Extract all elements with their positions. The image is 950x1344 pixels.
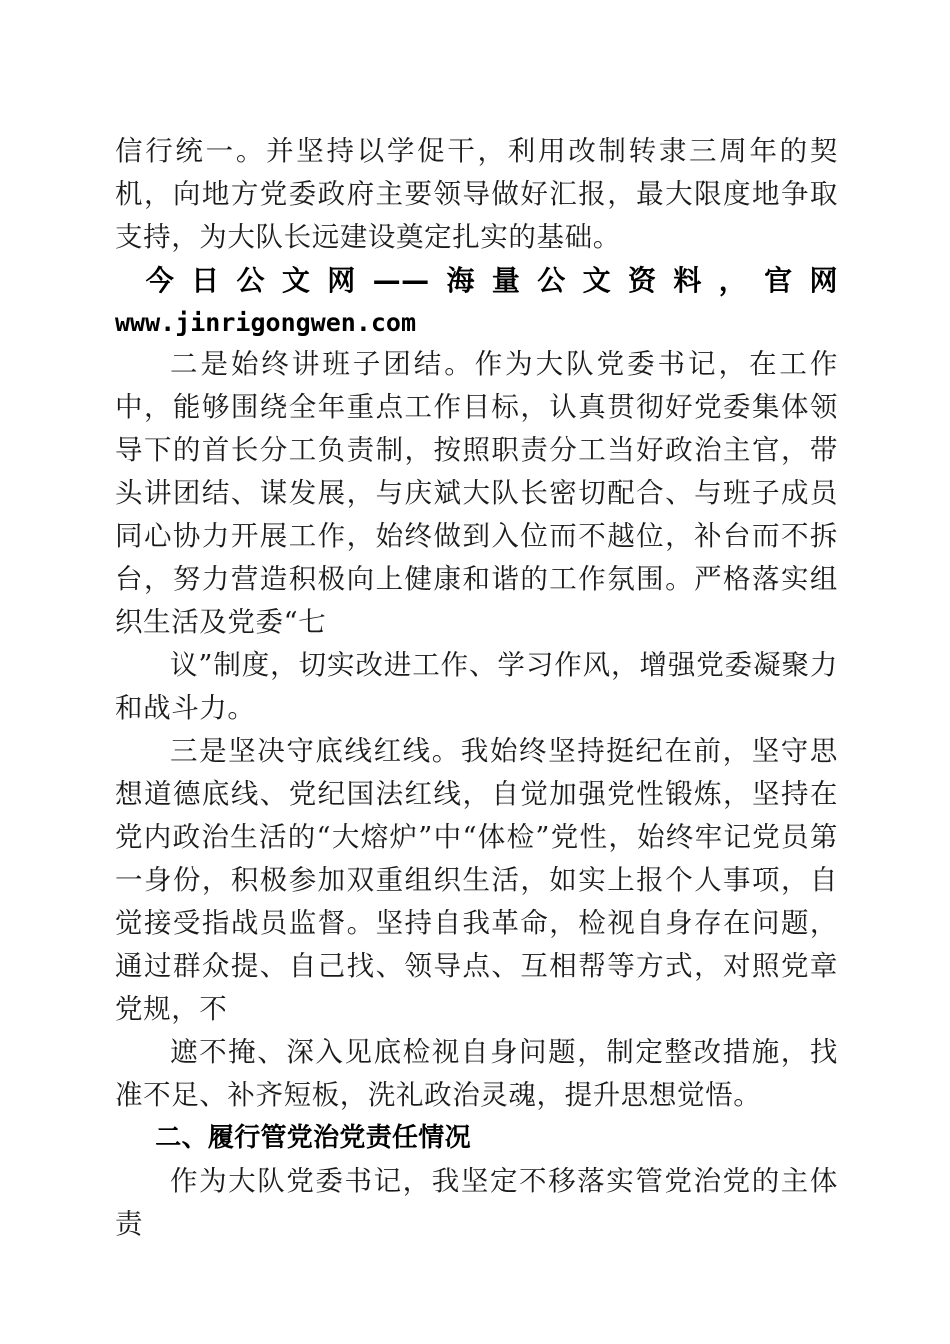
paragraph-rectification-measures: 遮不掩、深入见底检视自身问题，制定整改措施，找准不足、补齐短板，洗礼政治灵魂，提升思想觉悟。 <box>115 1036 838 1111</box>
site-banner-heading: 今日公文网——海量公文资料，官网 <box>145 264 838 297</box>
paragraph-main-responsibility: 作为大队党委书记，我坚定不移落实管党治党的主体责 <box>115 1165 838 1240</box>
paragraph-seven-deliberations-system: 议”制度，切实改进工作、学习作风，增强党委凝聚力和战斗力。 <box>115 649 838 724</box>
paragraph-point-three-red-line: 三是坚决守底线红线。我始终坚持挺纪在前，坚守思想道德底线、党纪国法红线，自觉加强党性锻炼，坚持在党内政治生活的“大熔炉”中“体检”党性，始终牢记党员第一身份，积极参加双重组织生活，如实上报个人事项，自觉接受指战员监督。坚持自我革命，检视自身存在问题，通过群众提、自己找、领导点、互相帮等方式，对照党章党规，不 <box>115 735 838 1025</box>
site-banner-url: www.jinrigongwen.com <box>115 308 417 337</box>
section-heading-two: 二、履行管党治党责任情况 <box>155 1123 471 1153</box>
paragraph-continuation-xinxing-tongyi: 信行统一。并坚持以学促干，利用改制转隶三周年的契机，向地方党委政府主要领导做好汇报，最大限度地争取支持，为大队长远建设奠定扎实的基础。 <box>115 135 838 253</box>
paragraph-point-two-team-unity: 二是始终讲班子团结。作为大队党委书记，在工作中，能够围绕全年重点工作目标，认真贯彻好党委集体领导下的首长分工负责制，按照职责分工当好政治主官，带头讲团结、谋发展，与庆斌大队长密切配合、与班子成员同心协力开展工作，始终做到入位而不越位，补台而不拆台，努力营造积极向上健康和谐的工作氛围。严格落实组织生活及党委“七 <box>115 348 838 638</box>
